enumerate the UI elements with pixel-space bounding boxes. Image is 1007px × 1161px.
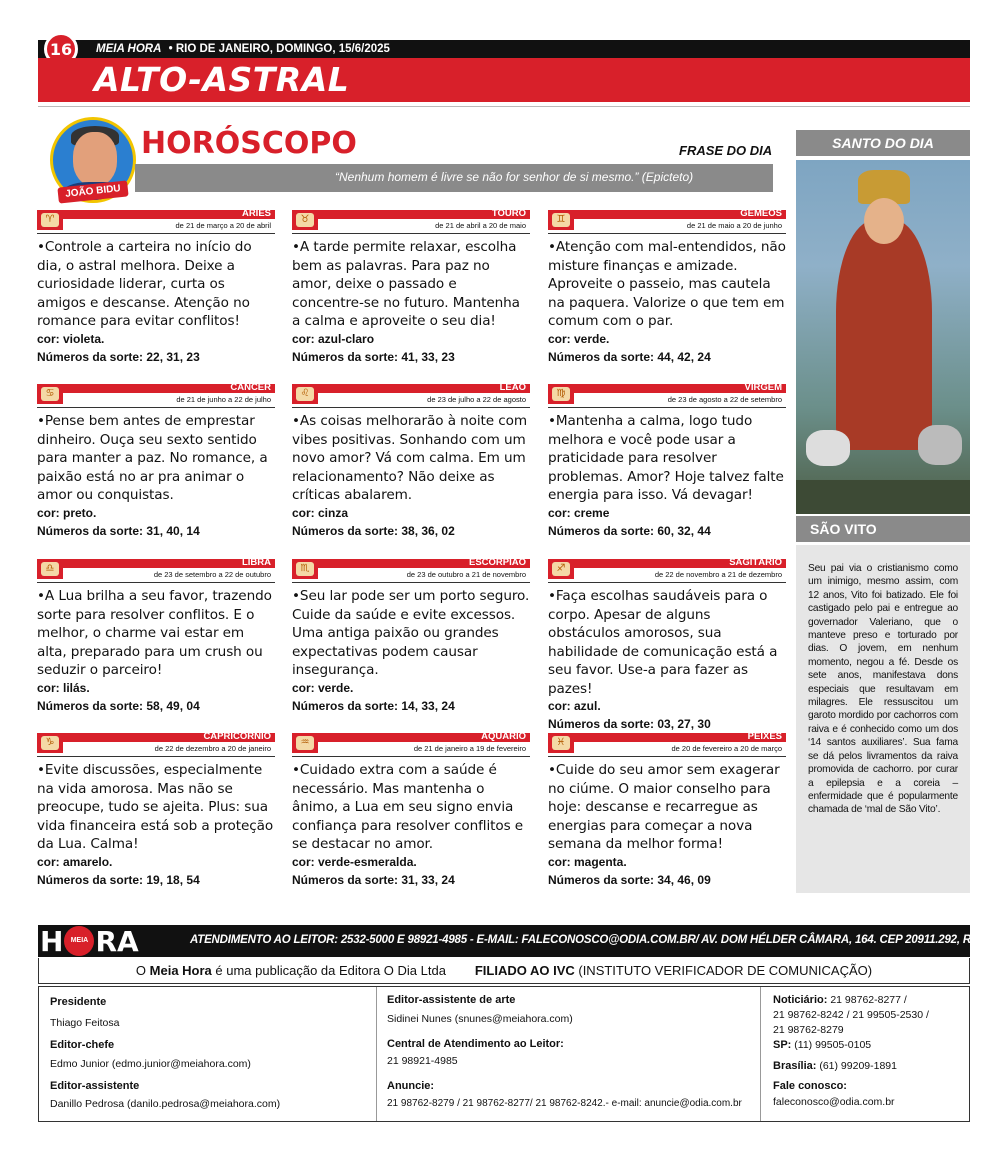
sagittarius-icon: ♐ — [548, 559, 574, 579]
sign-header — [37, 384, 275, 408]
sign-color: cor: verde-esmeralda. — [292, 854, 417, 869]
sign-dates: de 23 de setembro a 22 de outubro — [153, 570, 271, 579]
brasilia-phone: Brasília: (61) 99209-1891 — [773, 1060, 897, 1072]
sign-text: •Pense bem antes de emprestar dinheiro. Ouça seu sexto sentido para manter a paz. No romance, a paixão está no ar pra animar o amor ou conquistas. — [37, 413, 268, 503]
sign-numbers: Números da sorte: 31, 33, 24 — [292, 872, 455, 887]
sign-numbers: Números da sorte: 58, 49, 04 — [37, 698, 200, 713]
staff-role: Editor-assistente de arte — [387, 994, 516, 1006]
sign-header — [37, 559, 275, 583]
sign-header — [548, 210, 786, 234]
sign-text: •Cuidado extra com a saúde é necessário. Mas mantenha o ânimo, a Lua em seu signo envia confiança para resolver conflitos e se destacar no amor. — [292, 762, 524, 852]
sign-color: cor: violeta. — [37, 331, 105, 346]
sign-name: CÂNCER — [230, 382, 271, 393]
sign-bar — [318, 384, 530, 393]
santo-do-dia-header: SANTO DO DIA — [796, 130, 970, 156]
staff-name: 21 98921-4985 — [387, 1055, 458, 1067]
ivc-rest: (INSTITUTO VERIFICADOR DE COMUNICAÇÃO) — [574, 963, 873, 978]
sign-color: cor: magenta. — [548, 854, 627, 869]
sign-text: •Controle a carteira no início do dia, o astral melhora. Deixe a curiosidade liderar, curta os amigos e descanse. Atenção no romance para evitar conflitos! — [37, 239, 252, 329]
cancer-icon: ♋ — [37, 384, 63, 404]
sign-numbers: Números da sorte: 44, 42, 24 — [548, 349, 711, 364]
libra-icon: ♎ — [37, 559, 63, 579]
sign-color: cor: preto. — [37, 505, 97, 520]
sign-block — [292, 210, 530, 366]
sign-header — [292, 210, 530, 234]
logo-o: MEIA — [64, 926, 94, 956]
sign-block — [292, 384, 530, 540]
sign-block — [37, 384, 275, 540]
sign-name: ESCORPIÃO — [468, 557, 526, 568]
sign-name: ÁRIES — [241, 208, 271, 219]
divider — [38, 106, 970, 107]
saint-text: Seu pai via o cristianismo como um inimigo, mesmo assim, com 12 anos, Vito foi batizado. Ele foi castigado pelo pai e entregue ao governador Valeriano, que o manteve preso e torturado por dias. O jovem, em nenhum momento, negou a fé. Desde os sete anos, manifestava dons especiais que resultavam em milagres. Ele ressuscitou um garoto mordido por cachorros com raiva e é conhecido como um dos ‘14 santos auxiliares’. Sua fama se dá pelos livramentos da raiva promovida de cachorro. por curar a epilepsia e a coreia – enfermidade que é popularmente chamada de ‘mal de São Vito’. — [808, 563, 958, 816]
sign-text: •As coisas melhorarão à noite com vibes positivas. Sonhando com um novo amor? Vá com calma. Em um relacionamento? Não deixe as críticas abalarem. — [292, 413, 528, 503]
sign-color: cor: amarelo. — [37, 854, 113, 869]
sign-numbers: Números da sorte: 34, 46, 09 — [548, 872, 711, 887]
sign-name: TOURO — [491, 208, 526, 219]
gemini-icon: ♊ — [548, 210, 574, 230]
section-title: ALTO-ASTRAL — [94, 60, 350, 99]
scorpio-icon: ♏ — [292, 559, 318, 579]
sign-dates: de 21 de maio a 20 de junho — [686, 221, 782, 230]
sign-dates: de 22 de novembro a 21 de dezembro — [654, 570, 782, 579]
sign-text: •Atenção com mal-entendidos, não misture finanças e amizade. Aproveite o passeio, mas cautela na paquera. Valorize o que tem em comum com o par. — [548, 239, 786, 329]
logo-rest: RA — [95, 924, 139, 958]
horoscope-title: HORÓSCOPO — [141, 126, 357, 161]
sign-dates: de 21 de janeiro a 19 de fevereiro — [413, 744, 526, 753]
sign-header — [548, 559, 786, 583]
staff-role: Presidente — [50, 996, 107, 1008]
sign-dates: de 21 de junho a 22 de julho — [176, 395, 271, 404]
sign-dates: de 20 de fevereiro a 20 de março — [671, 744, 782, 753]
sign-dates: de 22 de dezembro a 20 de janeiro — [154, 744, 271, 753]
virgo-icon: ♍ — [548, 384, 574, 404]
sign-block — [292, 733, 530, 889]
sign-text: •A tarde permite relaxar, escolha bem as palavras. Para paz no amor, deixe o passado e concentre-se no futuro. Mantenha a calma e aproveite o seu dia! — [292, 239, 520, 329]
sign-header — [292, 733, 530, 757]
sign-block — [548, 384, 786, 540]
sign-color: cor: cinza — [292, 505, 349, 520]
staff-role: Anuncie: — [387, 1080, 435, 1092]
sign-name: CAPRICÓRNIO — [203, 731, 271, 742]
saint-image — [796, 160, 970, 514]
sign-name: VIRGEM — [744, 382, 782, 393]
sign-header — [292, 559, 530, 583]
meia-hora-logo — [40, 925, 139, 957]
sign-color: cor: lilás. — [37, 680, 90, 695]
staff-box — [38, 986, 970, 1122]
aries-icon: ♈ — [37, 210, 63, 230]
dateline-text: • RIO DE JANEIRO, DOMINGO, 15/6/2025 — [168, 43, 390, 55]
sign-numbers: Números da sorte: 38, 36, 02 — [292, 523, 455, 538]
sign-color: cor: creme — [548, 505, 610, 520]
sign-block — [292, 559, 530, 715]
noticiario-line: 21 98762-8242 / 21 99505-2530 / — [773, 1009, 929, 1021]
sign-color: cor: azul-claro — [292, 331, 375, 346]
noticiario-line: 21 98762-8279 — [773, 1024, 844, 1036]
staff-role: Editor-assistente — [50, 1080, 140, 1092]
frase-do-dia: “Nenhum homem é livre se não for senhor de si mesmo.” (Epicteto) — [335, 170, 694, 184]
aquarius-icon: ♒ — [292, 733, 318, 753]
sign-numbers: Números da sorte: 22, 31, 23 — [37, 349, 200, 364]
staff-name: Edmo Junior (edmo.junior@meiahora.com) — [50, 1058, 251, 1070]
sign-name: AQUÁRIO — [481, 731, 526, 742]
leo-icon: ♌ — [292, 384, 318, 404]
staff-name: 21 98762-8279 / 21 98762-8277/ 21 98762-8242.- e-mail: anuncie@odia.com.br — [387, 1098, 742, 1109]
sign-text: •Faça escolhas saudáveis para o corpo. Apesar de alguns obstáculos amorosos, sua habilidade de comunicação está a seu favor. Use-a para fazer as pazes! — [548, 588, 778, 697]
sign-color: cor: azul. — [548, 699, 601, 713]
sign-dates: de 23 de julho a 22 de agosto — [427, 395, 526, 404]
sign-dates: de 21 de março a 20 de abril — [175, 221, 271, 230]
page-number: 16 — [44, 32, 78, 66]
sign-block — [37, 210, 275, 366]
pub-post: é uma publicação da Editora O Dia Ltda — [211, 963, 446, 978]
author-badge: JOÃO BIDU — [57, 180, 128, 203]
fale-conosco-label: Fale conosco: — [773, 1080, 847, 1092]
pub-brand: Meia Hora — [149, 963, 212, 978]
staff-name: Danillo Pedrosa (danilo.pedrosa@meiahora.com) — [50, 1098, 281, 1110]
sign-header — [548, 384, 786, 408]
reader-contact: ATENDIMENTO AO LEITOR: 2532-5000 E 98921-4985 - E-MAIL: FALECONOSCO@ODIA.COM.BR/ AV. DOM HÉLDER CÂMARA, 164. CEP 20911.292, RJ — [190, 934, 978, 946]
sign-numbers: Números da sorte: 41, 33, 23 — [292, 349, 455, 364]
sign-color: cor: verde. — [548, 331, 610, 346]
capricorn-icon: ♑ — [37, 733, 63, 753]
sign-text: •A Lua brilha a seu favor, trazendo sorte para resolver conflitos. E o melhor, o charme vai estar em alta, preparado para um crush ou seduzir o parceiro! — [37, 588, 272, 678]
publisher-line — [38, 958, 970, 984]
staff-name: Thiago Feitosa — [50, 1017, 120, 1029]
sign-dates: de 21 de abril a 20 de maio — [435, 221, 526, 230]
sign-name: PEIXES — [747, 731, 782, 742]
sign-name: LIBRA — [241, 557, 271, 568]
sign-numbers: Números da sorte: 31, 40, 14 — [37, 523, 200, 538]
sign-name: GÊMEOS — [740, 208, 782, 219]
sign-header — [548, 733, 786, 757]
sp-phone: SP: (11) 99505-0105 — [773, 1039, 872, 1051]
frase-title: FRASE DO DIA — [679, 143, 773, 158]
brand-name: MEIA HORA — [96, 43, 162, 55]
sign-text: •Evite discussões, especialmente na vida amorosa. Mas não se preocupe, tudo se ajeita. Plus: sua vida financeira está sob a proteção da Lua. Calma! — [37, 762, 274, 852]
sign-text: •Seu lar pode ser um porto seguro. Cuide da saúde e evite excessos. Uma antiga paixão ou grandes expectativas podem causar insegurança. — [292, 588, 530, 678]
fale-conosco-email: faleconosco@odia.com.br — [773, 1096, 895, 1108]
sign-dates: de 23 de agosto a 22 de setembro — [667, 395, 782, 404]
sign-block — [548, 559, 786, 733]
sign-block — [37, 559, 275, 715]
sign-name: LEÃO — [499, 382, 526, 393]
staff-name: Sidinei Nunes (snunes@meiahora.com) — [387, 1013, 573, 1025]
pub-pre: O — [135, 963, 150, 978]
noticiario: Noticiário: 21 98762-8277 / — [773, 994, 907, 1006]
sign-text: •Mantenha a calma, logo tudo melhora e você pode usar a praticidade para resolver problemas. Amor? Hoje talvez falte energia para isso. Vá devagar! — [548, 413, 784, 503]
staff-role: Editor-chefe — [50, 1039, 115, 1051]
ivc-bold: FILIADO AO IVC — [474, 963, 575, 978]
sign-dates: de 23 de outubro a 21 de novembro — [406, 570, 526, 579]
staff-role: Central de Atendimento ao Leitor: — [387, 1038, 564, 1050]
sign-name: SAGITÁRIO — [729, 557, 782, 568]
sign-color: cor: verde. — [292, 680, 354, 695]
sign-numbers: Números da sorte: 03, 27, 30 — [548, 717, 711, 731]
sign-numbers: Números da sorte: 14, 33, 24 — [292, 698, 455, 713]
sign-header — [292, 384, 530, 408]
sign-block — [37, 733, 275, 889]
pisces-icon: ♓ — [548, 733, 574, 753]
logo-h: H — [40, 924, 64, 958]
sign-block — [548, 210, 786, 366]
saint-name: SÃO VITO — [796, 516, 970, 542]
sign-block — [548, 733, 786, 889]
sign-text: •Cuide do seu amor sem exagerar no ciúme. O maior conselho para hoje: descanse e recarregue as energias para começar a nova semana da melhor forma! — [548, 762, 780, 852]
sign-numbers: Números da sorte: 19, 18, 54 — [37, 872, 200, 887]
sign-header — [37, 210, 275, 234]
dateline — [96, 41, 390, 57]
sign-numbers: Números da sorte: 60, 32, 44 — [548, 523, 711, 538]
taurus-icon: ♉ — [292, 210, 318, 230]
sign-header — [37, 733, 275, 757]
